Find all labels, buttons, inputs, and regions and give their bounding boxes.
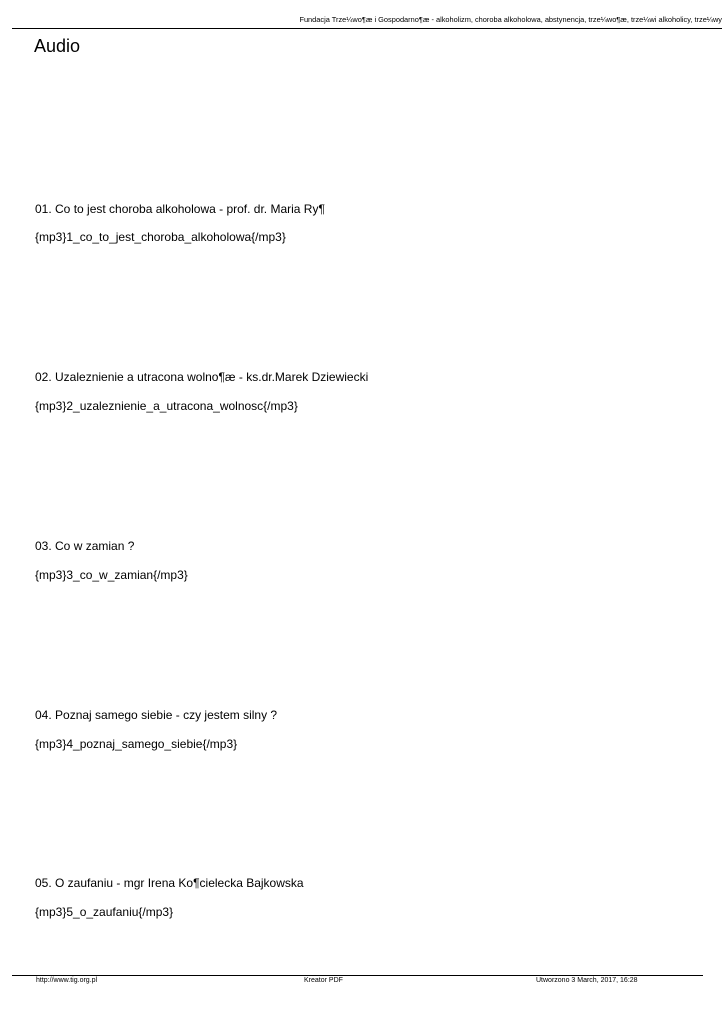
entry-title-5: 05. O zaufaniu - mgr Irena Ko¶cielecka Bajkowska: [35, 876, 304, 890]
entry-audio-tag-3: {mp3}3_co_w_zamian{/mp3}: [35, 568, 188, 582]
entry-title-2: 02. Uzaleznienie a utracona wolno¶æ - ks.dr.Marek Dziewiecki: [35, 370, 369, 384]
entry-audio-tag-4: {mp3}4_poznaj_samego_siebie{/mp3}: [35, 737, 238, 751]
entry-audio-tag-5: {mp3}5_o_zaufaniu{/mp3}: [35, 905, 174, 919]
entry-title-4: 04. Poznaj samego siebie - czy jestem silny ?: [35, 708, 278, 722]
page-title: Audio: [34, 36, 81, 56]
entry-audio-tag-1: {mp3}1_co_to_jest_choroba_alkoholowa{/mp3}: [35, 230, 286, 244]
footer-generator: Kreator PDF: [304, 977, 343, 984]
page-header-text: Fundacja Trze¼wo¶æ i Gospodarno¶æ - alkoholizm, choroba alkoholowa, abstynencja, trze¼wo¶æ, trze¼wi alkoholicy, trze¼wy: [299, 15, 722, 24]
entry-audio-tag-2: {mp3}2_uzaleznienie_a_utracona_wolnosc{/mp3}: [35, 399, 298, 413]
footer-divider: [12, 975, 703, 976]
entry-title-3: 03. Co w zamian ?: [35, 539, 135, 553]
footer-url: http://www.tig.org.pl: [36, 977, 98, 984]
entry-title-1: 01. Co to jest choroba alkoholowa - prof. dr. Maria Ry¶: [35, 202, 325, 216]
header-divider: [12, 28, 722, 29]
footer-created-date: Utworzono 3 March, 2017, 16:28: [536, 977, 638, 984]
